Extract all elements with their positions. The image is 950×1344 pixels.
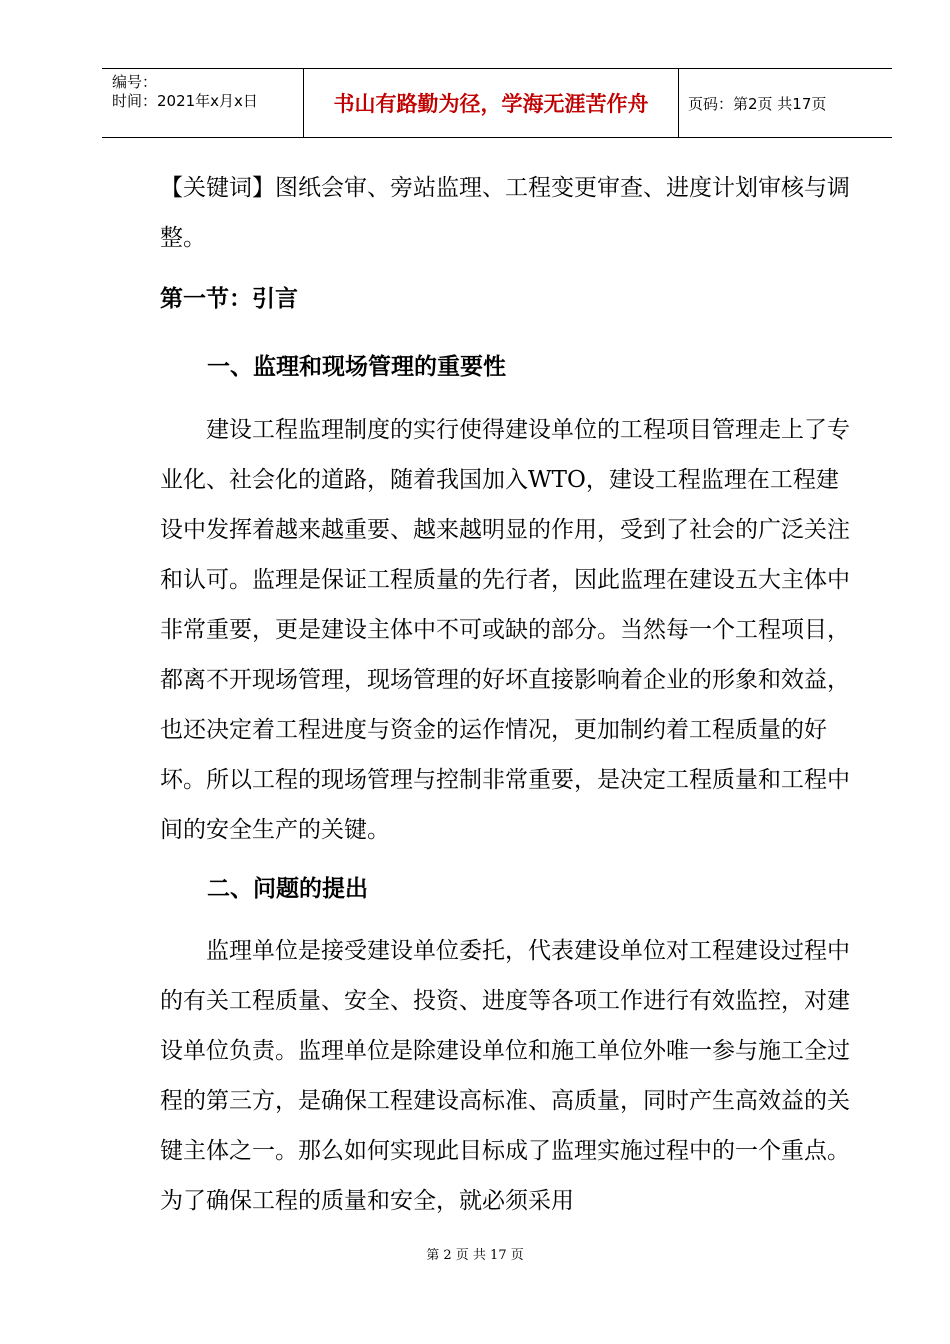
header-page-info: 页码：第2页 共17页 bbox=[688, 94, 827, 113]
header-motto: 书山有路勤为径，学海无涯苦作舟 bbox=[333, 92, 649, 116]
page-footer: 第 2 页 共 17 页 bbox=[426, 1248, 524, 1263]
subsection-title: 一、监理和现场管理的重要性 bbox=[207, 354, 506, 380]
paragraph: 监理单位是接受建设单位委托，代表建设单位对工程建设过程中的有关工程质量、安全、投资、进度等各项工作进行有效监控，对建设单位负责。监理单位是除建设单位和施工单位外唯一参与施工全过程的第三方，是确保工程建设高标准、高质量，同时产生高效益的关键主体之一。那么如何实现此目标成了监理实施过程中的一个重点。为了确保工程的质量和安全，就必须采用 bbox=[160, 938, 850, 1214]
page-header bbox=[102, 68, 892, 138]
time-label: 时间：2021年x月x日 bbox=[112, 92, 258, 110]
subsection-title: 二、问题的提出 bbox=[207, 876, 368, 902]
keywords: 【关键词】图纸会审、旁站监理、工程变更审查、进度计划审核与调整。 bbox=[160, 175, 850, 251]
section-title: 第一节：引言 bbox=[160, 286, 298, 312]
header-meta bbox=[112, 73, 258, 111]
header-divider bbox=[678, 69, 679, 137]
number-label: 编号： bbox=[112, 73, 158, 91]
paragraph: 建设工程监理制度的实行使得建设单位的工程项目管理走上了专业化、社会化的道路，随着我国加入WTO，建设工程监理在工程建设中发挥着越来越重要、越来越明显的作用，受到了社会的广泛关注和认可。监理是保证工程质量的先行者，因此监理在建设五大主体中非常重要，更是建设主体中不可或缺的部分。当然每一个工程项目，都离不开现场管理，现场管理的好坏直接影响着企业的形象和效益，也还决定着工程进度与资金的运作情况，更加制约着工程质量的好坏。所以工程的现场管理与控制非常重要，是决定工程质量和工程中间的安全生产的关键。 bbox=[160, 417, 850, 843]
